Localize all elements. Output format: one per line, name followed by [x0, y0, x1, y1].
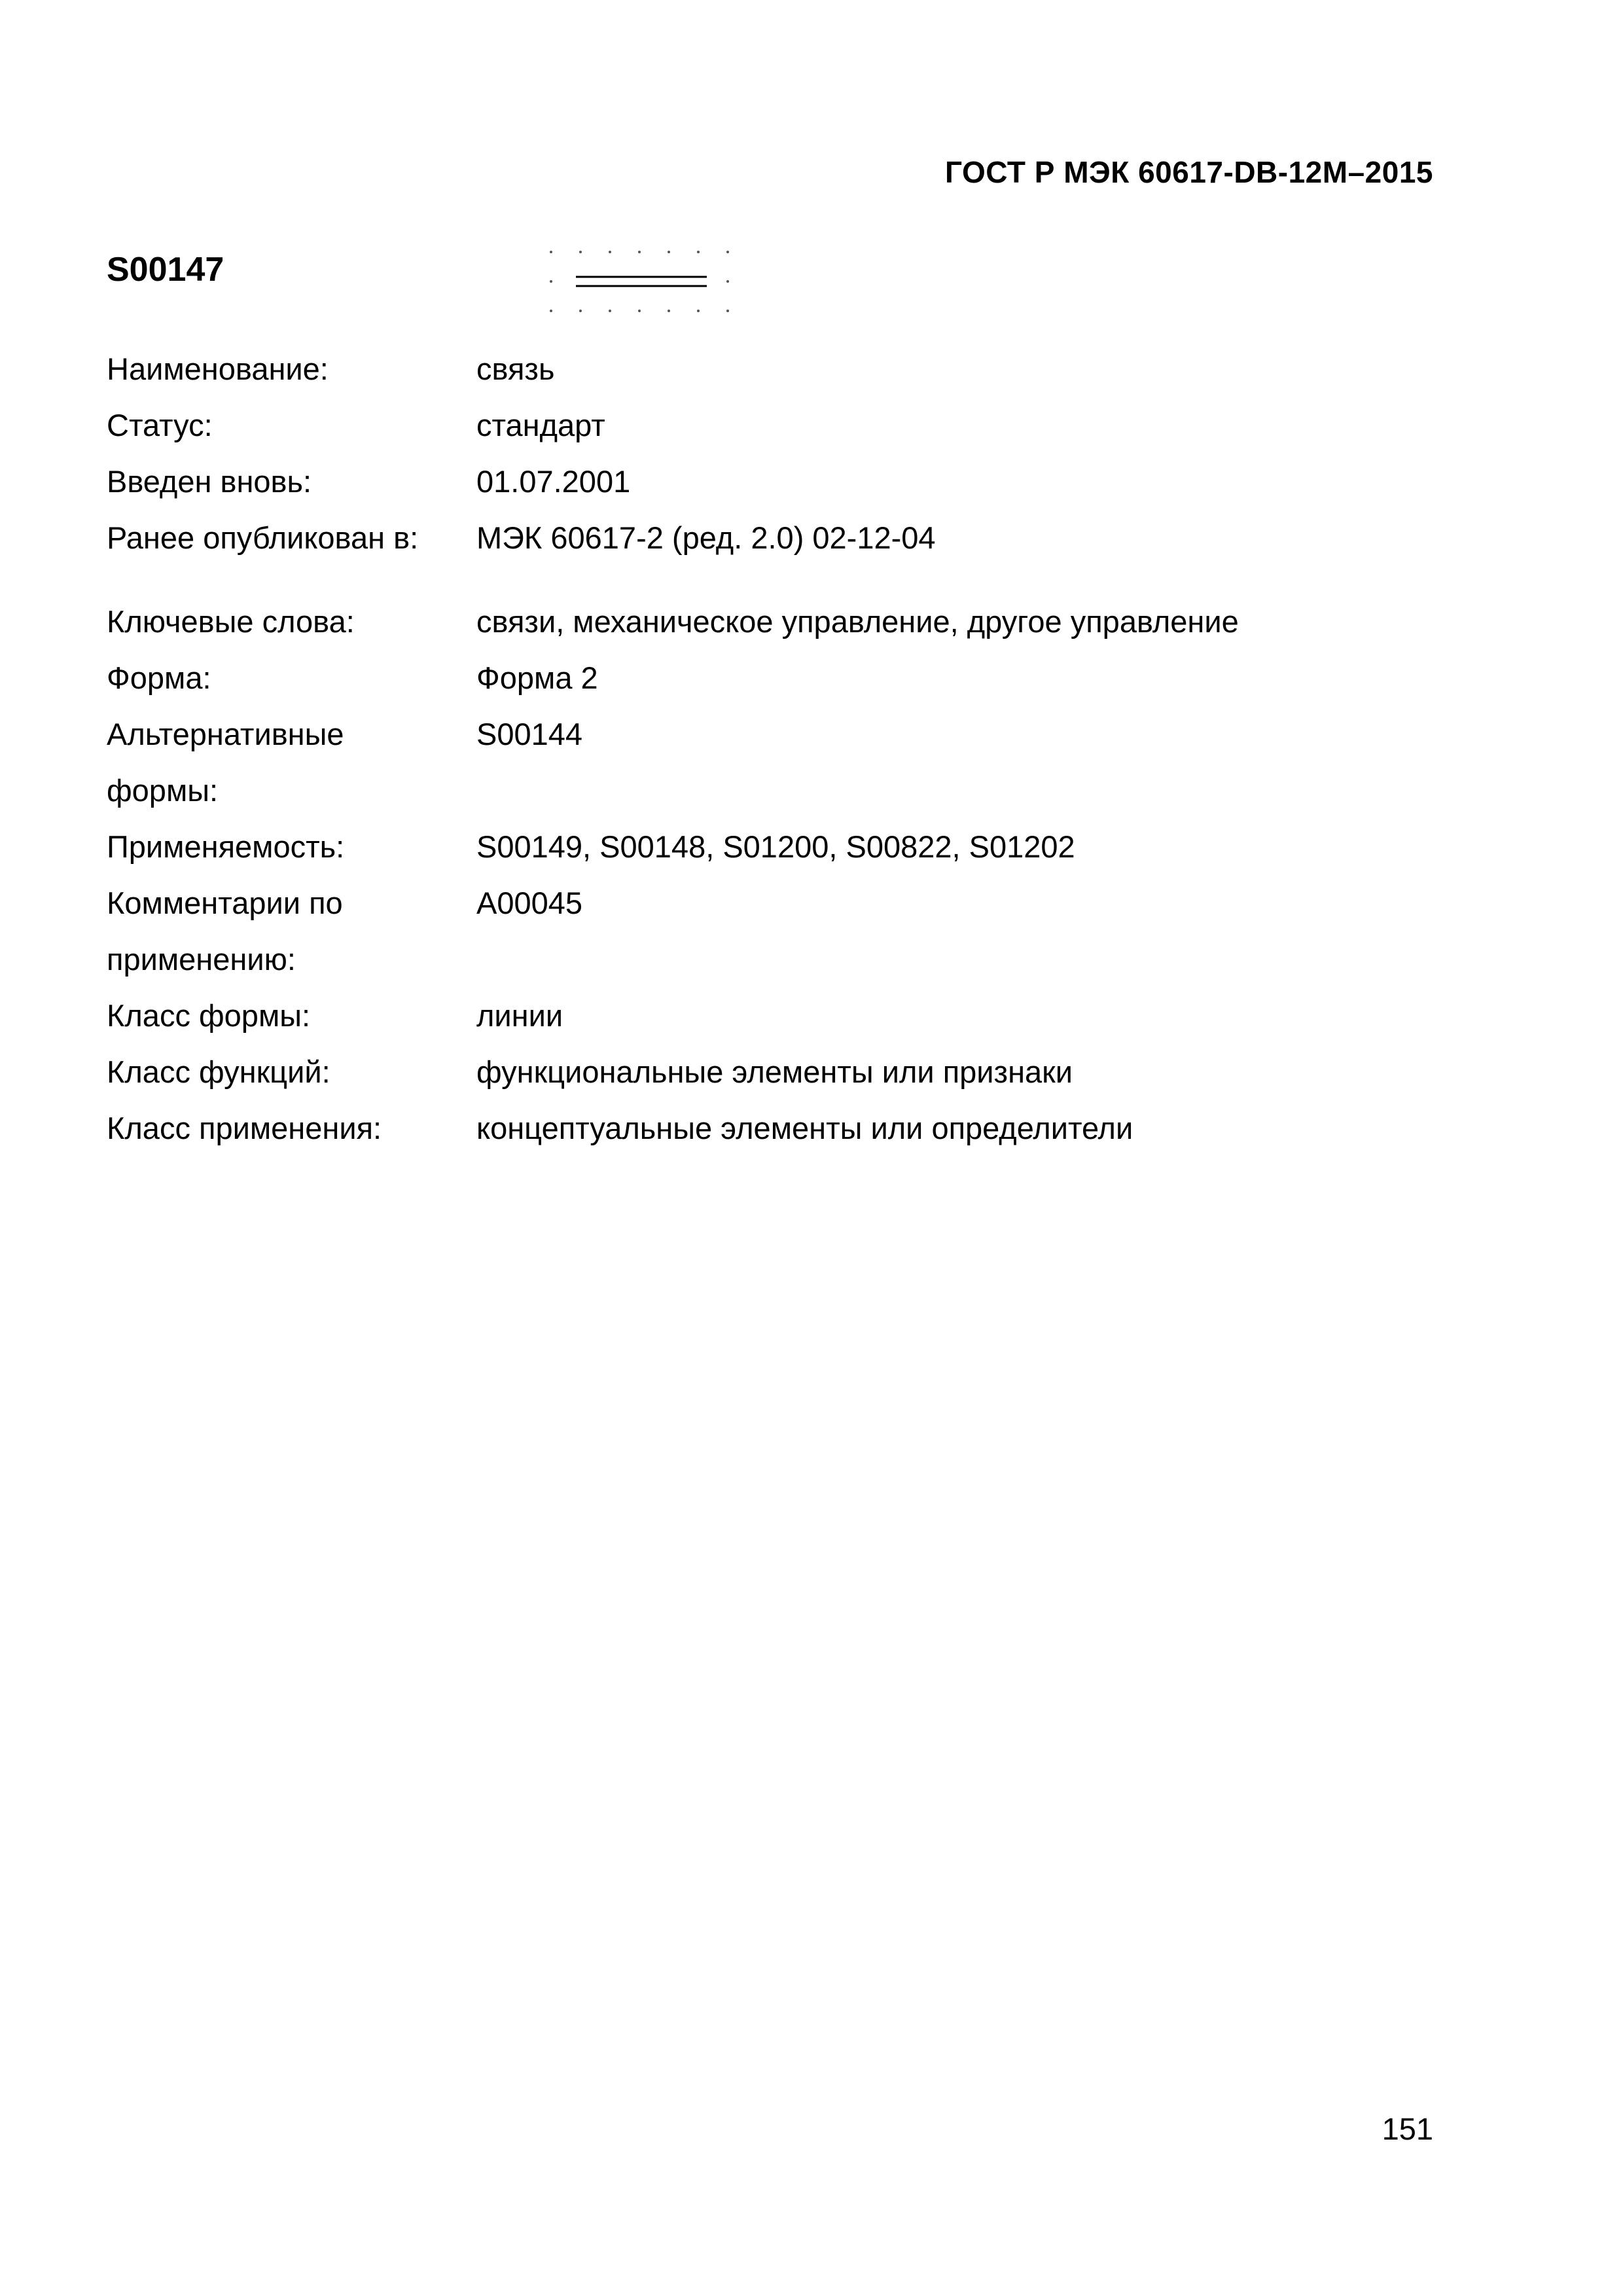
- property-shape-class: [107, 987, 1239, 1043]
- property-form: [107, 649, 1239, 706]
- property-alt-forms-cont: [107, 762, 1239, 818]
- property-label: Ранее опубликован в:: [107, 520, 419, 555]
- symbol-id: S00147: [107, 251, 224, 289]
- property-value: A00045: [476, 885, 583, 920]
- property-label: Класс функций:: [107, 1054, 330, 1089]
- property-application-class: [107, 1100, 1239, 1156]
- property-label: Форма:: [107, 660, 211, 695]
- property-label: Класс формы:: [107, 997, 311, 1033]
- property-value: 01.07.2001: [476, 463, 631, 499]
- symbol-graphic: [543, 242, 740, 321]
- property-value: связь: [476, 351, 555, 386]
- property-label: применению:: [107, 941, 296, 977]
- property-keywords: [107, 593, 1239, 649]
- property-label: Статус:: [107, 407, 213, 442]
- property-value: МЭК 60617-2 (ред. 2.0) 02-12-04: [476, 520, 936, 555]
- property-label: Наименование:: [107, 351, 329, 386]
- property-value: стандарт: [476, 407, 605, 442]
- property-status: [107, 397, 1239, 453]
- property-label: Комментарии по: [107, 885, 343, 920]
- property-value: S00149, S00148, S01200, S00822, S01202: [476, 829, 1075, 864]
- property-value: функциональные элементы или признаки: [476, 1054, 1073, 1089]
- property-value: концептуальные элементы или определители: [476, 1110, 1133, 1145]
- property-comments-cont: [107, 931, 1239, 987]
- property-label: Введен вновь:: [107, 463, 312, 499]
- property-alt-forms: [107, 706, 1239, 762]
- property-label: Альтернативные: [107, 716, 344, 751]
- property-value: Форма 2: [476, 660, 598, 695]
- property-value: связи, механическое управление, другое управление: [476, 603, 1239, 639]
- property-introduced: [107, 453, 1239, 509]
- property-published: [107, 509, 1239, 565]
- property-applicability: [107, 818, 1239, 874]
- page-number: 151: [1382, 2111, 1433, 2146]
- standard-header: ГОСТ Р МЭК 60617-DB-12M–2015: [945, 155, 1433, 189]
- property-name: [107, 340, 1239, 397]
- property-label: Применяемость:: [107, 829, 345, 864]
- property-label: Ключевые слова:: [107, 603, 355, 639]
- property-comments: [107, 874, 1239, 931]
- property-label: формы:: [107, 772, 219, 808]
- symbol-properties: [107, 340, 1239, 1156]
- property-function-class: [107, 1043, 1239, 1100]
- property-value: линии: [476, 997, 563, 1033]
- property-label: Класс применения:: [107, 1110, 382, 1145]
- symbol-grid-dots: [550, 251, 729, 312]
- double-line-symbol: [576, 277, 707, 286]
- property-value: S00144: [476, 716, 583, 751]
